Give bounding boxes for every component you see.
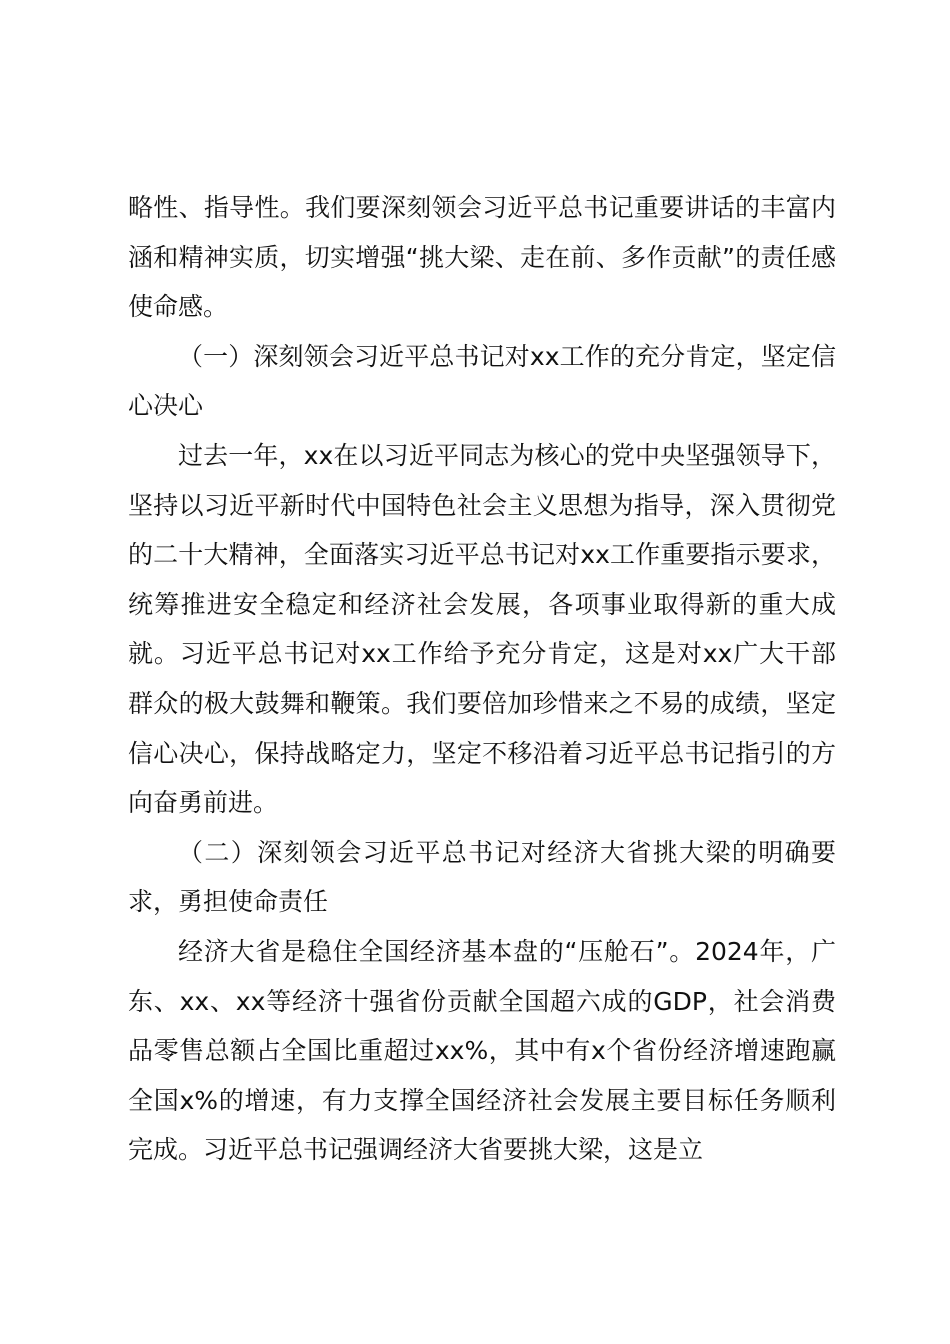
paragraph-continuation: 略性、指导性。我们要深刻领会习近平总书记重要讲话的丰富内涵和精神实质，切实增强“挑大梁、走在前、多作贡献”的责任感使命感。 [128, 193, 836, 322]
section-heading-1: （一）深刻领会习近平总书记对xx工作的充分肯定，坚定信心决心 [128, 341, 836, 421]
paragraph-body-2: 经济大省是稳住全国经济基本盘的“压舱石”。2024年，广东、xx、xx等经济十强省份贡献全国超六成的GDP，社会消费品零售总额占全国比重超过xx%，其中有x个省份经济增速跑赢全国x%的增速，有力支撑全国经济社会发展主要目标任务顺利完成。习近平总书记强调经济大省要挑大梁，这是立 [128, 936, 836, 1165]
section-heading-2: （二）深刻领会习近平总书记对经济大省挑大梁的明确要求，勇担使命责任 [128, 837, 836, 917]
document-body [128, 183, 836, 1175]
paragraph-body-1: 过去一年，xx在以习近平同志为核心的党中央坚强领导下，坚持以习近平新时代中国特色社会主义思想为指导，深入贯彻党的二十大精神，全面落实习近平总书记对xx工作重要指示要求，统筹推进安全稳定和经济社会发展，各项事业取得新的重大成就。习近平总书记对xx工作给予充分肯定，这是对xx广大干部群众的极大鼓舞和鞭策。我们要倍加珍惜来之不易的成绩，坚定信心决心，保持战略定力，坚定不移沿着习近平总书记指引的方向奋勇前进。 [128, 440, 836, 818]
